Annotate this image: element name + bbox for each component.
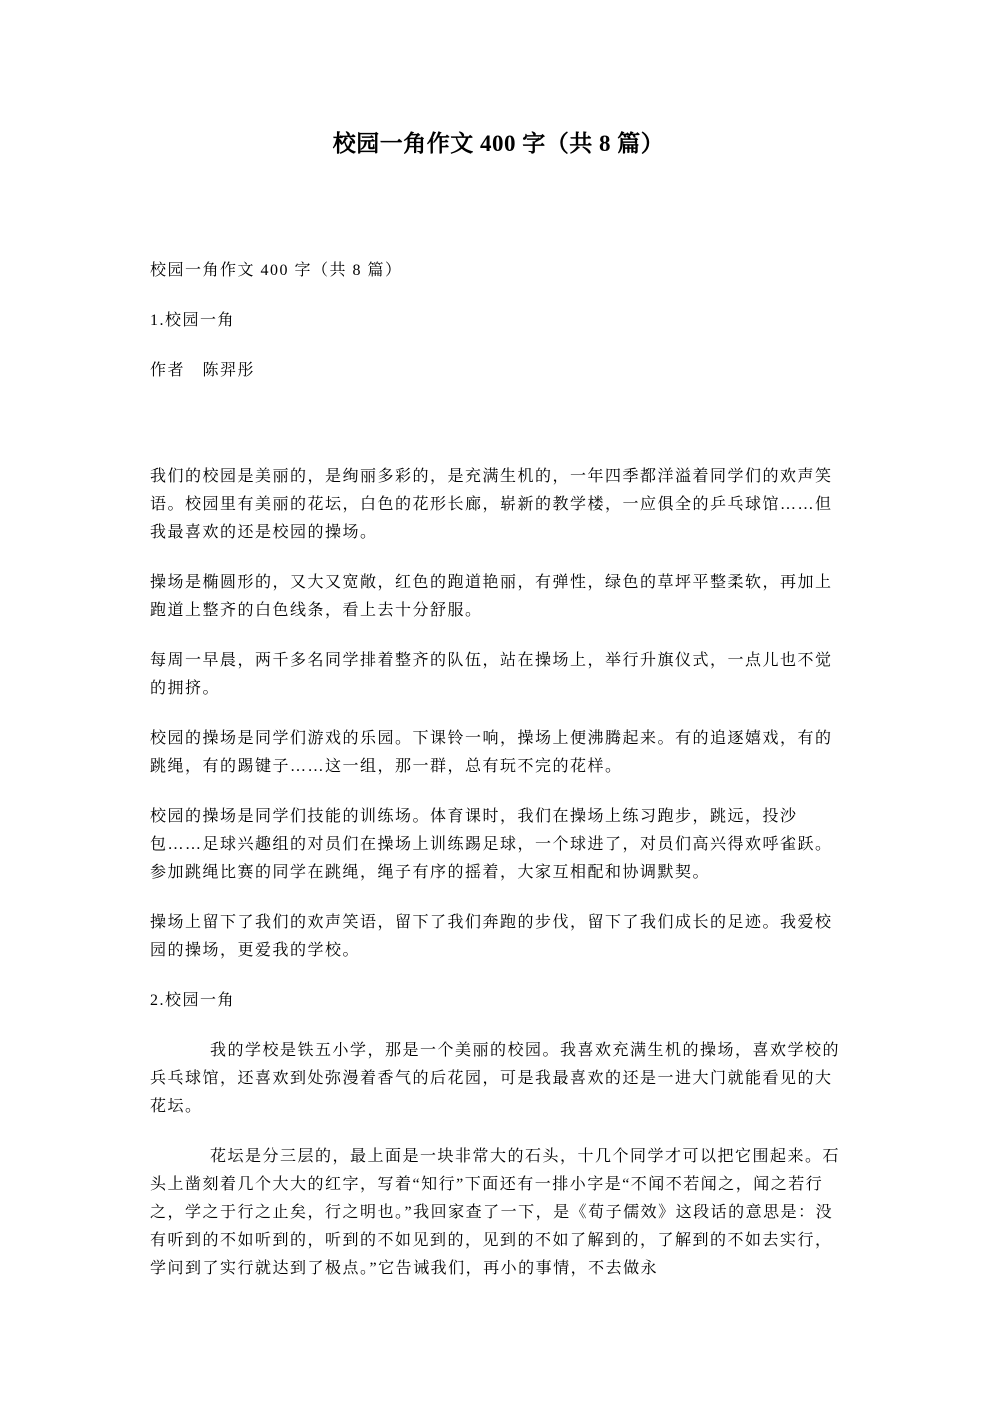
section-1-paragraph-3: 每周一早晨，两千多名同学排着整齐的队伍，站在操场上，举行升旗仪式，一点儿也不觉的拥挤。 <box>150 652 833 697</box>
section-2-heading: 2.校园一角 <box>150 992 236 1009</box>
section-1-paragraph-2: 操场是椭圆形的，又大又宽敞，红色的跑道艳丽，有弹性，绿色的草坪平整柔软，再加上跑道上整齐的白色线条，看上去十分舒服。 <box>150 574 833 619</box>
section-1-paragraph-6: 操场上留下了我们的欢声笑语，留下了我们奔跑的步伐，留下了我们成长的足迹。我爱校园的操场，更爱我的学校。 <box>150 914 833 959</box>
section-2-paragraph-2: 花坛是分三层的，最上面是一块非常大的石头，十几个同学才可以把它围起来。石头上凿刻着几个大大的红字，写着“知行”下面还有一排小字是“不闻不若闻之，闻之若行之，学之于行之止矣，行之明也。”我回家查了一下，是《荀子儒效》这段话的意思是：没有听到的不如听到的，听到的不如见到的，见到的不如了解到的，了解到的不如去实行，学问到了实行就达到了极点。”它告诫我们，再小的事情，不去做永 <box>150 1148 841 1277</box>
section-1-heading: 1.校园一角 <box>150 312 236 329</box>
document-subtitle: 校园一角作文 400 字（共 8 篇） <box>150 262 403 279</box>
section-1-paragraph-1: 我们的校园是美丽的，是绚丽多彩的，是充满生机的，一年四季都洋溢着同学们的欢声笑语。校园里有美丽的花坛，白色的花形长廊，崭新的教学楼，一应俱全的乒乓球馆……但我最喜欢的还是校园的操场。 <box>150 468 833 541</box>
section-2-paragraph-1: 我的学校是铁五小学，那是一个美丽的校园。我喜欢充满生机的操场，喜欢学校的兵乓球馆，还喜欢到处弥漫着香气的后花园，可是我最喜欢的还是一进大门就能看见的大花坛。 <box>150 1042 841 1115</box>
section-1-paragraph-5: 校园的操场是同学们技能的训练场。体育课时，我们在操场上练习跑步，跳远，投沙包……足球兴趣组的对员们在操场上训练踢足球，一个球进了，对员们高兴得欢呼雀跃。参加跳绳比赛的同学在跳绳，绳子有序的摇着，大家互相配和协调默契。 <box>150 808 833 881</box>
author-line: 作者 陈羿彤 <box>150 362 256 379</box>
document-title: 校园一角作文 400 字（共 8 篇） <box>332 131 665 156</box>
section-1-paragraph-4: 校园的操场是同学们游戏的乐园。下课铃一响，操场上便沸腾起来。有的追逐嬉戏，有的跳绳，有的踢键子……这一组，那一群，总有玩不完的花样。 <box>150 730 833 775</box>
document-content <box>150 0 847 1283</box>
